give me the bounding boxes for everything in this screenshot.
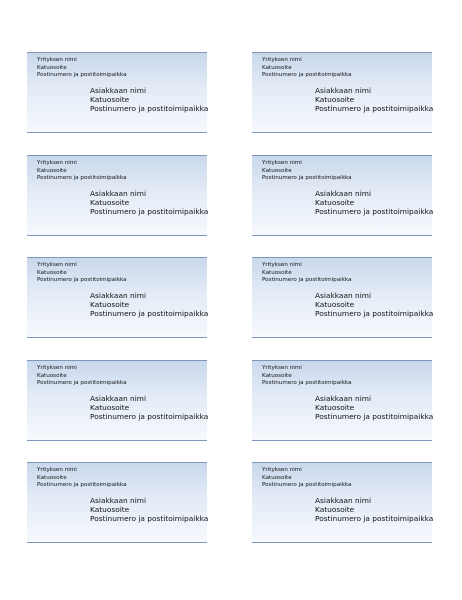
sender-postal-code-city: Postinumero ja postitoimipaikka [37, 482, 127, 489]
shipping-label [252, 360, 432, 441]
sender-street-address: Katuosoite [262, 474, 292, 481]
sender-postal-code-city: Postinumero ja postitoimipaikka [262, 482, 352, 489]
recipient-postal-code-city: Postinumero ja postitoimipaikka [90, 514, 209, 524]
recipient-address [315, 496, 433, 524]
sender-address [37, 160, 127, 183]
recipient-name: Asiakkaan nimi [315, 496, 371, 505]
sender-street-address: Katuosoite [37, 269, 67, 276]
recipient-postal-code-city: Postinumero ja postitoimipaikka [315, 104, 434, 114]
recipient-postal-code-city: Postinumero ja postitoimipaikka [315, 309, 434, 319]
sender-company-name: Yrityksen nimi [262, 262, 302, 268]
sender-company-name: Yrityksen nimi [37, 467, 77, 473]
recipient-address [315, 86, 433, 114]
shipping-label [252, 462, 432, 543]
sender-company-name: Yrityksen nimi [262, 365, 302, 371]
shipping-label [27, 257, 207, 338]
recipient-postal-code-city: Postinumero ja postitoimipaikka [315, 412, 434, 422]
recipient-postal-code-city: Postinumero ja postitoimipaikka [90, 309, 209, 319]
recipient-address [90, 291, 208, 319]
sender-address [262, 160, 352, 183]
sender-address [37, 365, 127, 388]
sender-company-name: Yrityksen nimi [262, 467, 302, 473]
recipient-street-address: Katuosoite [315, 505, 355, 515]
sender-company-name: Yrityksen nimi [37, 160, 77, 166]
shipping-label [252, 155, 432, 236]
recipient-postal-code-city: Postinumero ja postitoimipaikka [90, 207, 209, 217]
shipping-label [27, 462, 207, 543]
sender-street-address: Katuosoite [37, 64, 67, 71]
recipient-name: Asiakkaan nimi [90, 394, 146, 403]
sender-company-name: Yrityksen nimi [37, 262, 77, 268]
sender-postal-code-city: Postinumero ja postitoimipaikka [37, 72, 127, 79]
recipient-name: Asiakkaan nimi [315, 291, 371, 300]
recipient-postal-code-city: Postinumero ja postitoimipaikka [90, 104, 209, 114]
recipient-address [315, 394, 433, 422]
sender-postal-code-city: Postinumero ja postitoimipaikka [262, 277, 352, 284]
sender-postal-code-city: Postinumero ja postitoimipaikka [262, 380, 352, 387]
sender-address [262, 262, 352, 285]
sender-postal-code-city: Postinumero ja postitoimipaikka [262, 72, 352, 79]
recipient-name: Asiakkaan nimi [315, 394, 371, 403]
recipient-name: Asiakkaan nimi [90, 86, 146, 95]
recipient-postal-code-city: Postinumero ja postitoimipaikka [315, 207, 434, 217]
recipient-postal-code-city: Postinumero ja postitoimipaikka [315, 514, 434, 524]
recipient-name: Asiakkaan nimi [315, 86, 371, 95]
recipient-address [315, 291, 433, 319]
recipient-address [90, 496, 208, 524]
sender-street-address: Katuosoite [37, 474, 67, 481]
sender-address [37, 57, 127, 80]
recipient-postal-code-city: Postinumero ja postitoimipaikka [90, 412, 209, 422]
sender-street-address: Katuosoite [262, 269, 292, 276]
sender-address [37, 262, 127, 285]
recipient-street-address: Katuosoite [315, 300, 355, 310]
shipping-label [27, 52, 207, 133]
recipient-street-address: Katuosoite [315, 198, 355, 208]
recipient-name: Asiakkaan nimi [90, 291, 146, 300]
sender-company-name: Yrityksen nimi [262, 160, 302, 166]
sender-street-address: Katuosoite [37, 372, 67, 379]
recipient-name: Asiakkaan nimi [315, 189, 371, 198]
recipient-street-address: Katuosoite [315, 403, 355, 413]
sender-company-name: Yrityksen nimi [37, 57, 77, 63]
recipient-address [90, 86, 208, 114]
sender-company-name: Yrityksen nimi [37, 365, 77, 371]
sender-street-address: Katuosoite [37, 167, 67, 174]
shipping-label [27, 360, 207, 441]
recipient-street-address: Katuosoite [90, 95, 130, 105]
sender-street-address: Katuosoite [262, 64, 292, 71]
shipping-label [252, 52, 432, 133]
sender-address [262, 365, 352, 388]
sender-address [262, 467, 352, 490]
sender-postal-code-city: Postinumero ja postitoimipaikka [37, 277, 127, 284]
recipient-address [90, 189, 208, 217]
sender-street-address: Katuosoite [262, 167, 292, 174]
sender-postal-code-city: Postinumero ja postitoimipaikka [262, 175, 352, 182]
sender-postal-code-city: Postinumero ja postitoimipaikka [37, 175, 127, 182]
sender-postal-code-city: Postinumero ja postitoimipaikka [37, 380, 127, 387]
shipping-label [27, 155, 207, 236]
recipient-name: Asiakkaan nimi [90, 189, 146, 198]
sender-street-address: Katuosoite [262, 372, 292, 379]
sender-address [262, 57, 352, 80]
recipient-address [90, 394, 208, 422]
sender-address [37, 467, 127, 490]
sender-company-name: Yrityksen nimi [262, 57, 302, 63]
shipping-label [252, 257, 432, 338]
recipient-name: Asiakkaan nimi [90, 496, 146, 505]
recipient-address [315, 189, 433, 217]
recipient-street-address: Katuosoite [90, 505, 130, 515]
recipient-street-address: Katuosoite [90, 403, 130, 413]
recipient-street-address: Katuosoite [90, 198, 130, 208]
recipient-street-address: Katuosoite [90, 300, 130, 310]
recipient-street-address: Katuosoite [315, 95, 355, 105]
